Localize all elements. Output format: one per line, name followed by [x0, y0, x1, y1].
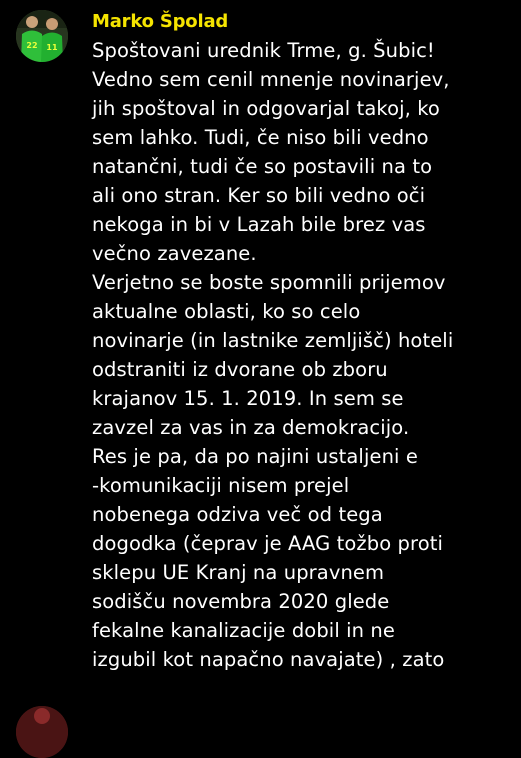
- avatar-photo-icon: [16, 10, 68, 62]
- comment-paragraph: Res je pa, da po najini ustaljeni e -komunikaciji nisem prejel nobenega odziva več od tega dogodka (čeprav je AAG tožbo proti sklepu UE Kranj na upravnem sodišču novembra 2020 glede fekalne kanalizacije dobil in ne izgubil kot napačno navajate) , zato: [92, 445, 445, 671]
- svg-text:11: 11: [46, 43, 58, 52]
- comment-body: [92, 10, 517, 674]
- user-avatar[interactable]: [16, 10, 68, 62]
- comment-author-name[interactable]: Marko Špolad: [92, 11, 229, 32]
- next-comment-avatar[interactable]: [16, 706, 68, 758]
- comment-text: [92, 36, 517, 674]
- comment-paragraph: Spoštovani urednik Trme, g. Šubic! Vedno sem cenil mnenje novinarjev, jih spoštoval in odgovarjal takoj, ko sem lahko. Tudi, če niso bili vedno natančni, tudi če so postavili na to ali ono stran. Ker so bili vedno oči nekoga in bi v Lazah bile brez vas večno zavezane.: [92, 39, 450, 265]
- avatar-photo-icon: [16, 706, 68, 758]
- comment-paragraph: Verjetno se boste spomnili prijemov aktualne oblasti, ko so celo novinarje (in lastnike zemljišč) hoteli odstraniti iz dvorane ob zboru krajanov 15. 1. 2019. In sem se zavzel za vas in za demokracijo.: [92, 271, 454, 439]
- svg-text:22: 22: [26, 41, 38, 50]
- comment: [16, 10, 521, 674]
